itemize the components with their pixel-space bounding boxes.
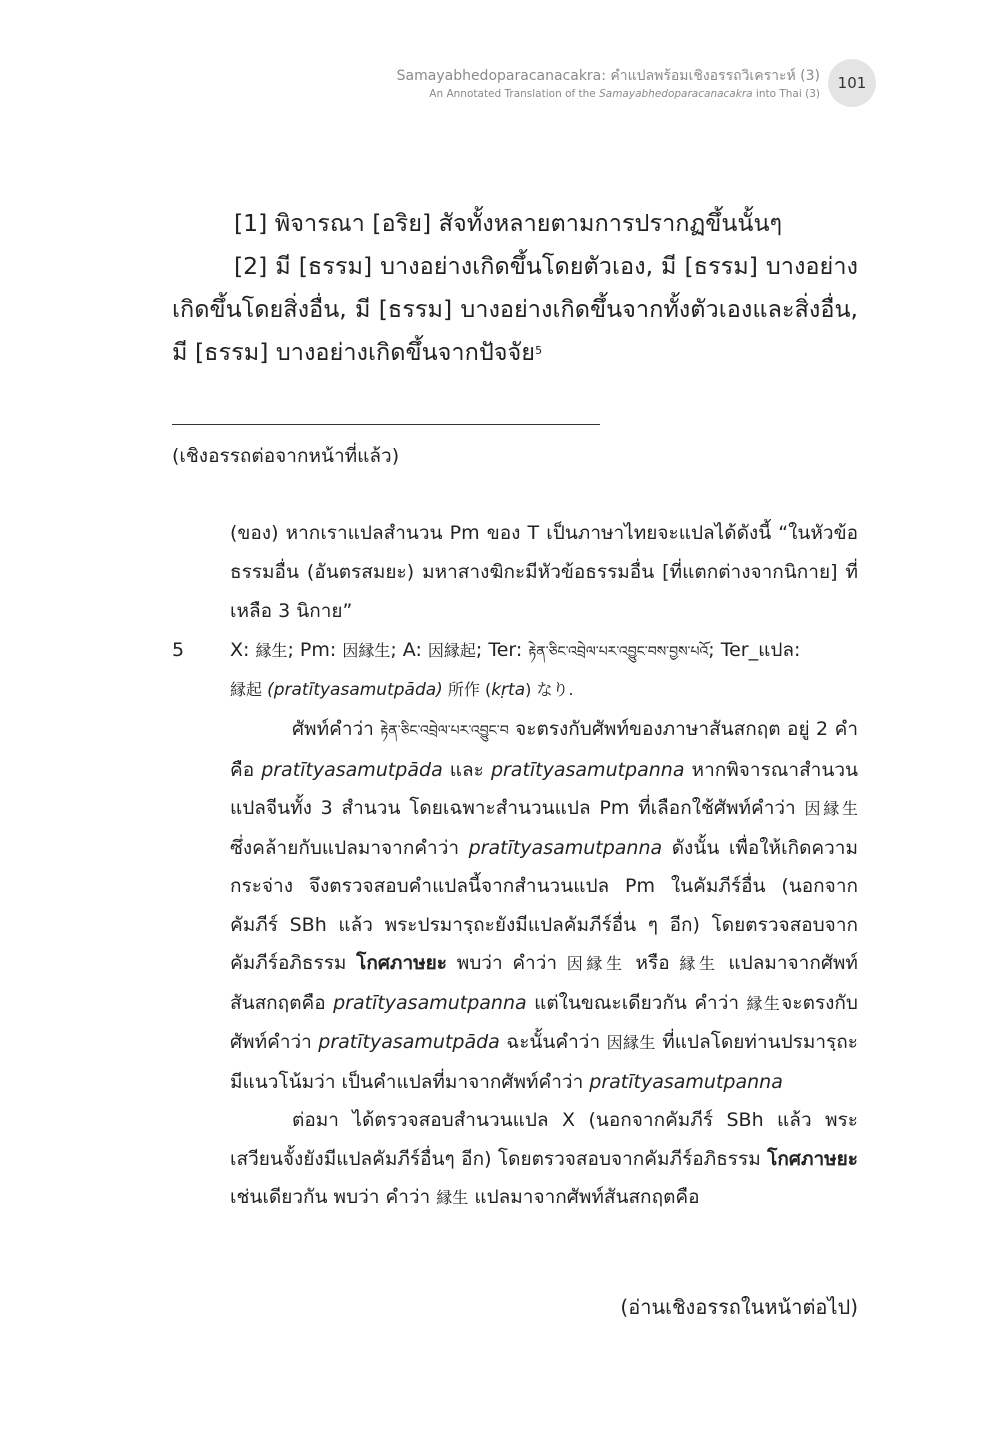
p1-seg: ฉะนั้นคำว่า xyxy=(499,1031,607,1053)
p2-seg: เช่นเดียวกัน พบว่า คำว่า xyxy=(230,1186,437,1208)
p1-cjk: 因縁生 xyxy=(804,799,858,818)
p1-seg: หากพิจารณาสำนวนแปลจีนทั้ง 3 สำนวน โดยเฉพาะสำนวนแปล Pm ที่เลือกใช้ศัพท์คำว่า xyxy=(230,758,858,819)
label-ter-translation: ; Ter_แปล: xyxy=(708,639,801,661)
label-a: ; A: xyxy=(390,639,428,661)
main-text xyxy=(172,202,858,374)
p1-term: pratītyasamutpāda xyxy=(318,1031,500,1053)
p1-term: pratītyasamutpāda xyxy=(261,758,443,781)
footnote-5-sources xyxy=(230,630,858,672)
header-title-english xyxy=(397,86,820,102)
header-en-prefix: An Annotated Translation of the xyxy=(429,88,600,100)
footnote-5-para-1 xyxy=(230,710,858,1101)
header-en-italic: Samayabhedoparacanacakra xyxy=(599,88,753,100)
p1-seg: แต่ในขณะเดียวกัน คำว่า xyxy=(526,991,747,1014)
footnote-continued-label: (เชิงอรรถต่อจากหน้าที่แล้ว) xyxy=(172,445,400,467)
label-x: X: xyxy=(230,639,256,661)
p1-cjk: 因縁生 xyxy=(566,954,626,973)
footnote-divider xyxy=(172,424,600,425)
p1-seg: หรือ xyxy=(625,952,680,974)
p2-cjk: 縁生 xyxy=(436,1188,469,1207)
ter-tr-e: ) なり. xyxy=(525,680,574,699)
p1-bold: โกศภาษยะ xyxy=(356,952,447,974)
header-title-thai: Samayabhedoparacanacakra: คำแปลพร้อมเชิงอรรถวิเคราะห์ (3) xyxy=(396,68,820,84)
p1-cjk: 縁生 xyxy=(746,993,782,1013)
footnote-5-ter-translation xyxy=(230,672,858,708)
ter-tr-b: (pratītyasamutpāda) xyxy=(267,680,443,700)
p1-term: pratītyasamutpanna xyxy=(468,836,663,859)
ter-tr-d: kṛta xyxy=(491,680,526,700)
p1-seg: ศัพท์คำว่า xyxy=(292,718,381,740)
footnote-5-body xyxy=(230,630,858,1218)
item-2 xyxy=(172,245,858,374)
p2-seg: ต่อมา ได้ตรวจสอบสำนวนแปล X (นอกจากคัมภีร์ SBh แล้ว พระเสวียนจั้งยังมีแปลคัมภีร์อื่นๆ อีก) โดยตรวจสอบจากคัมภีร์อภิธรรม xyxy=(230,1109,858,1170)
p1-cjk: 因縁生 xyxy=(606,1033,656,1052)
item-2-text: [2] มี [ธรรม] บางอย่างเกิดขึ้นโดยตัวเอง, มี [ธรรม] บางอย่างเกิดขึ้นโดยสิ่งอื่น, มี [ธรรม] บางอย่างเกิดขึ้นจากทั้งตัวเองและสิ่งอื่น, มี [ธรรม] บางอย่างเกิดขึ้นจากปัจจัย xyxy=(172,252,858,366)
p2-bold: โกศภาษยะ xyxy=(767,1147,858,1170)
p1-seg: จะตรงกับศัพท์คำว่า xyxy=(230,991,858,1053)
p1-seg: ดังนั้น เพื่อให้เกิดความกระจ่าง จึงตรวจสอบคำแปลนี้จากสำนวนแปล Pm ในคัมภีร์อื่น (นอกจากคัมภีร์ SBh แล้ว พระปรมารฺถะยังมีแปลคัมภีร์อื่น ๆ อีก) โดยตรวจสอบจากคัมภีร์อภิธรรม xyxy=(230,836,858,974)
ter-tr-c: 所作 ( xyxy=(442,680,492,699)
item-1: [1] พิจารณา [อริย] สัจทั้งหลายตามการปรากฏขึ้นนั้นๆ xyxy=(234,209,783,237)
label-pm: ; Pm: xyxy=(287,639,343,661)
footnote-5-para-2 xyxy=(230,1101,858,1218)
p1-term: pratītyasamutpanna xyxy=(333,991,527,1014)
p2-seg: แปลมาจากศัพท์สันสกฤตคือ xyxy=(468,1186,700,1208)
label-ter: ; Ter: xyxy=(475,639,529,661)
footnote-continued-quote: (ของ) หากเราแปลสำนวน Pm ของ T เป็นภาษาไทยจะแปลได้ดังนี้ “ในหัวข้อธรรมอื่น (อันตรสมยะ) มหาสางฆิกะมีหัวข้อธรรมอื่น [ที่แตกต่างจากนิกาย] ที่เหลือ 3 นิกาย” xyxy=(230,522,858,622)
p1-seg: แปลมาจากศัพท์สันสกฤตคือ xyxy=(230,952,858,1014)
header-en-suffix: into Thai (3) xyxy=(752,88,820,100)
running-header xyxy=(397,66,820,102)
p1-seg: จะตรงกับศัพท์ของภาษาสันสกฤต อยู่ 2 คำคือ xyxy=(230,718,858,781)
footnote-number: 5 xyxy=(172,639,185,661)
p1-term: pratītyasamutpanna xyxy=(490,758,685,781)
p1-seg: พบว่า คำว่า xyxy=(446,952,567,974)
footnote-5 xyxy=(172,630,858,1218)
term-x: 縁生 xyxy=(255,641,288,660)
term-pm: 因縁生 xyxy=(342,641,391,660)
footnote-continues-label: (อ่านเชิงอรรถในหน้าต่อไป) xyxy=(620,1295,858,1319)
p1-seg: และ xyxy=(442,758,491,781)
ter-tr-a: 縁起 xyxy=(230,680,268,699)
p1-seg: ที่แปลโดยท่านปรมารฺถะ มีแนวโน้มว่า เป็นคำแปลที่มาจากศัพท์คำว่า xyxy=(230,1031,858,1093)
p1-term: pratītyasamutpanna xyxy=(589,1070,783,1093)
term-a: 因縁起 xyxy=(427,641,476,660)
footnote-ref-5[interactable]: 5 xyxy=(535,344,543,357)
p1-tibetan: རྟེན་ཅིང་འབྲེལ་པར་འབྱུང་བ xyxy=(380,723,509,739)
p1-seg: ซึ่งคล้ายกับแปลมาจากคำว่า xyxy=(230,836,469,859)
term-ter: རྟེན་ཅིང་འབྲེལ་པར་འབྱུང་བས་བྱས་པའོ xyxy=(528,644,709,660)
p1-cjk: 縁生 xyxy=(679,954,719,973)
page-number-badge: 101 xyxy=(828,59,876,107)
